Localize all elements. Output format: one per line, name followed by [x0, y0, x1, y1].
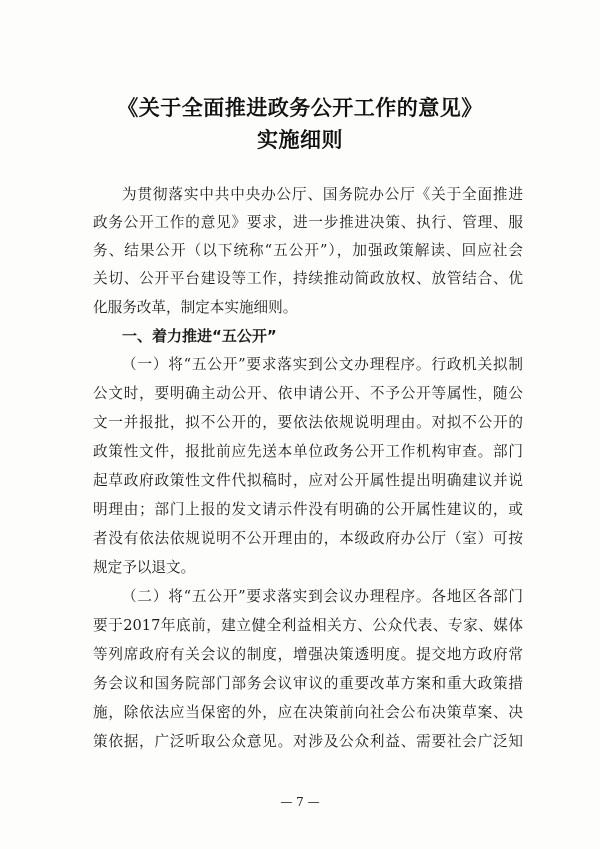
paragraph-line: 规定予以退文。	[93, 559, 196, 576]
paragraph-line: 政务公开工作的意见》要求，进一步推进决策、执行、管理、服	[93, 214, 523, 231]
paragraph-line: 为贯彻落实中共中央办公厅、国务院办公厅《关于全面推进	[122, 186, 523, 203]
paragraph-line: 化服务改革，制定本实施细则。	[93, 299, 298, 316]
page-number: — 7 —	[280, 795, 320, 809]
paragraph-line: 要于2017年底前，建立健全利益相关方、公众代表、专家、媒体	[93, 617, 523, 634]
section-heading: 一、着力推进“五公开”	[122, 327, 277, 345]
paragraph-line: 务、结果公开（以下统称“五公开”），加强政策解读、回应社会	[93, 242, 523, 259]
document-title: 《关于全面推进政务公开工作的意见》	[117, 96, 483, 120]
paragraph-line: 文一并报批，拟不公开的，要依法依规说明理由。对拟不公开的	[93, 414, 523, 431]
paragraph-line: （一）将“五公开”要求落实到公文办理程序。行政机关拟制	[122, 356, 523, 373]
document-subtitle: 实施细则	[257, 128, 343, 152]
paragraph-line: 公文时，要明确主动公开、依申请公开、不予公开等属性，随公	[93, 385, 523, 402]
paragraph-line: 明理由；部门上报的发文请示件没有明确的公开属性建议的，或	[93, 501, 523, 518]
paragraph-line: 施，除依法应当保密的外，应在决策前向社会公布决策草案、决	[93, 704, 523, 721]
paragraph-line: 起草政府政策性文件代拟稿时，应对公开属性提出明确建议并说	[93, 472, 523, 489]
paragraph-line: 务会议和国务院部门部务会议审议的重要改革方案和重大政策措	[93, 675, 523, 692]
paragraph-line: 政策性文件，报批前应先送本单位政务公开工作机构审查。部门	[93, 443, 523, 460]
paragraph-line: 等列席政府有关会议的制度，增强决策透明度。提交地方政府常	[93, 646, 523, 663]
paragraph-line: （二）将“五公开”要求落实到会议办理程序。各地区各部门	[122, 588, 523, 605]
paragraph-line: 策依据，广泛听取公众意见。对涉及公众利益、需要社会广泛知	[93, 733, 523, 750]
paragraph-line: 关切、公开平台建设等工作，持续推动简政放权、放管结合、优	[93, 270, 523, 287]
paragraph-line: 者没有依法依规说明不公开理由的，本级政府办公厅（室）可按	[93, 530, 523, 547]
